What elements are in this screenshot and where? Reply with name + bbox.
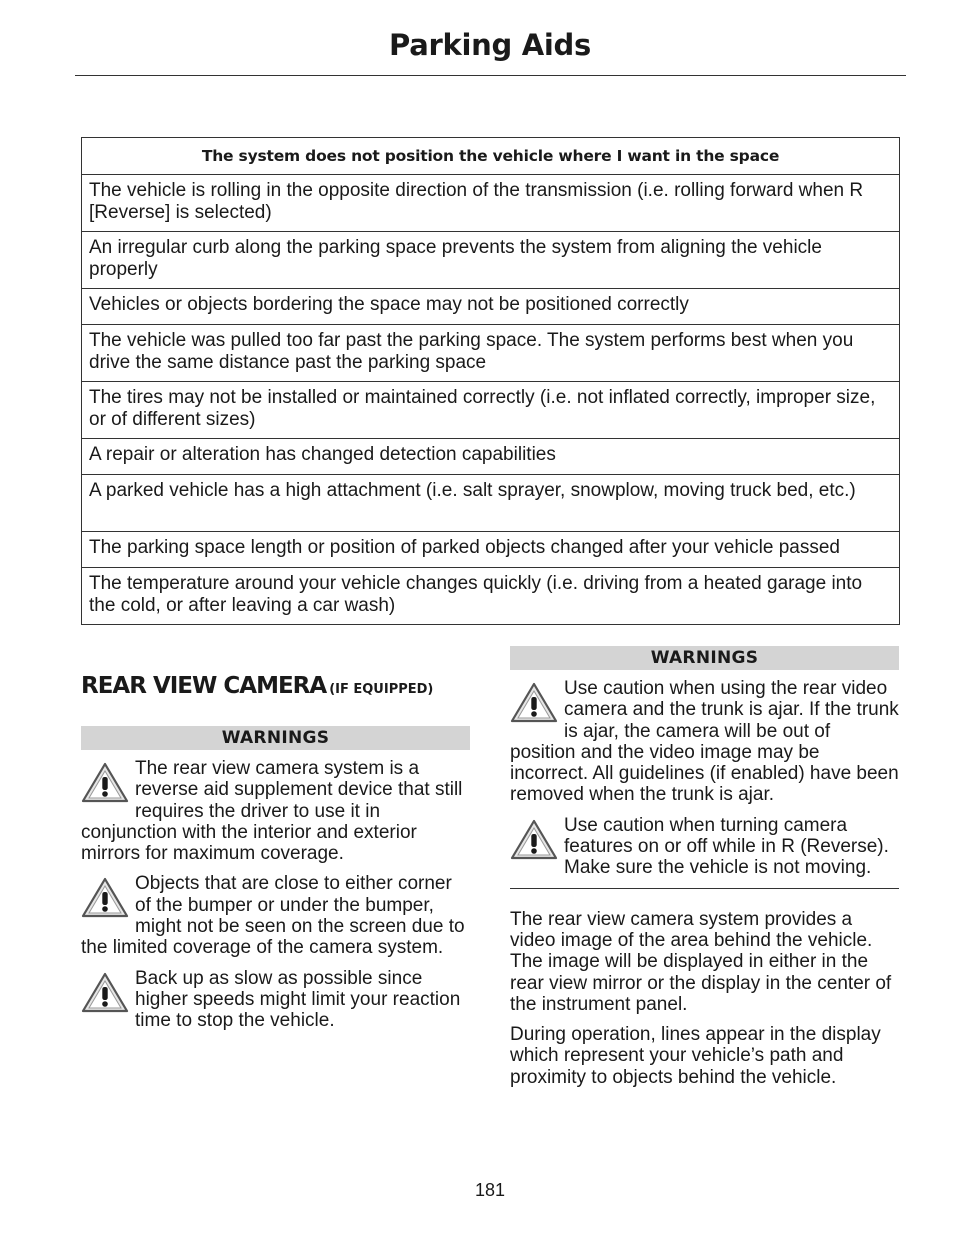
- section-heading: [81, 673, 470, 699]
- warnings-divider: [510, 888, 899, 889]
- table-header: The system does not position the vehicle where I want in the space: [82, 138, 900, 175]
- warning-triangle-icon: [81, 760, 129, 804]
- section-title-suffix: (IF EQUIPPED): [329, 682, 434, 697]
- warning-item: [81, 873, 470, 958]
- table-row: The vehicle was pulled too far past the parking space. The system performs best when you drive the same distance past the parking space: [82, 325, 900, 382]
- warning-triangle-icon: [510, 817, 558, 861]
- warning-text: Back up as slow as possible since higher speeds might limit your reaction time to stop the vehicle.: [135, 967, 461, 1032]
- warning-triangle-icon: [510, 680, 558, 724]
- page-number: 181: [474, 1180, 506, 1200]
- warning-item: [81, 758, 470, 864]
- table-row: An irregular curb along the parking space prevents the system from aligning the vehicle properly: [82, 232, 900, 289]
- table-row: Vehicles or objects bordering the space may not be positioned correctly: [82, 289, 900, 325]
- warning-text: Use caution when using the rear video camera and the trunk is ajar. If the trunk is ajar, the camera will be out of position and the video image may be incorrect. All guidelines (if enabled) have been removed when the trunk is ajar.: [510, 678, 899, 806]
- title-divider: [75, 75, 906, 76]
- table-row: The temperature around your vehicle changes quickly (i.e. driving from a heated garage into the cold, or after leaving a car wash): [82, 568, 900, 625]
- left-column: [81, 673, 470, 1032]
- body-paragraph: The rear view camera system provides a video image of the area behind the vehicle. The image will be displayed in either in the rear view mirror or the display in the center of the instrument panel.: [510, 908, 892, 1015]
- warning-item: [81, 968, 470, 1032]
- table-row: The parking space length or position of parked objects changed after your vehicle passed: [82, 532, 900, 568]
- warning-text: Use caution when turning camera features on or off while in R (Reverse). Make sure the vehicle is not moving.: [564, 814, 889, 879]
- warning-text: Objects that are close to either corner of the bumper or under the bumper, might not be seen on the screen due to the limited coverage of the camera system.: [81, 873, 465, 959]
- warning-item: [510, 678, 899, 806]
- section-title: REAR VIEW CAMERA: [81, 673, 327, 699]
- body-paragraph: During operation, lines appear in the display which represent your vehicle’s path and proximity to objects behind the vehicle.: [510, 1024, 881, 1088]
- right-column: [510, 646, 899, 1097]
- warning-triangle-icon: [81, 875, 129, 919]
- warnings-bar: WARNINGS: [510, 646, 899, 670]
- warnings-bar: WARNINGS: [81, 726, 470, 750]
- table-row: The vehicle is rolling in the opposite direction of the transmission (i.e. rolling forward when R [Reverse] is selected): [82, 175, 900, 232]
- page-title: Parking Aids: [389, 28, 591, 62]
- warning-item: [510, 815, 899, 879]
- troubleshooting-table: [81, 137, 900, 625]
- warning-text: The rear view camera system is a reverse aid supplement device that still requires the driver to use it in conjunction with the interior and exterior mirrors for maximum coverage.: [81, 758, 463, 865]
- table-row: A repair or alteration has changed detection capabilities: [82, 439, 900, 475]
- warning-triangle-icon: [81, 970, 129, 1014]
- table-row: A parked vehicle has a high attachment (i.e. salt sprayer, snowplow, moving truck bed, etc.): [82, 475, 900, 532]
- table-row: The tires may not be installed or maintained correctly (i.e. not inflated correctly, improper size, or of different sizes): [82, 382, 900, 439]
